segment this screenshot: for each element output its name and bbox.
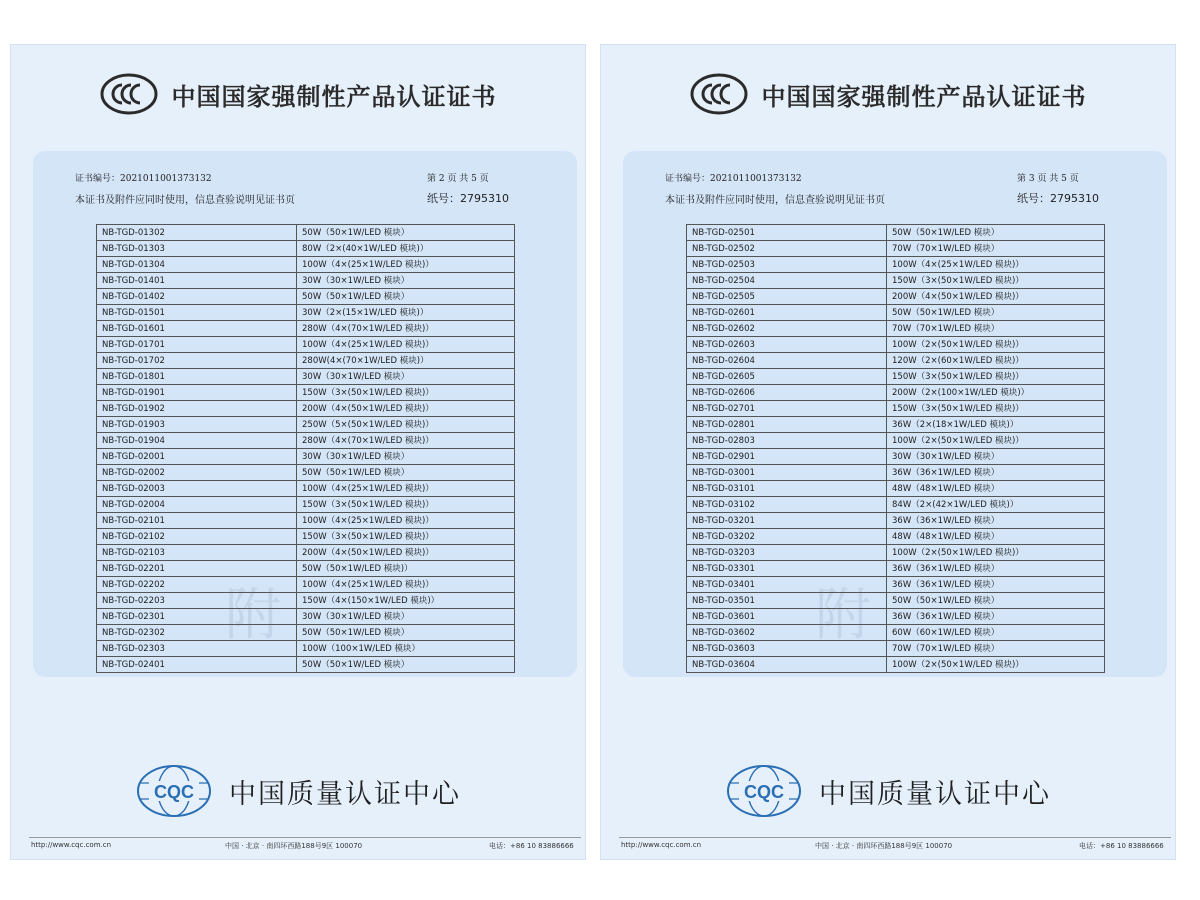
model-cell: NB-TGD-02002 bbox=[97, 465, 297, 481]
model-cell: NB-TGD-03601 bbox=[687, 609, 887, 625]
table-row bbox=[687, 369, 1105, 385]
table-row bbox=[97, 369, 515, 385]
spec-cell: 70W（70×1W/LED 模块） bbox=[887, 241, 1105, 257]
model-cell: NB-TGD-02502 bbox=[687, 241, 887, 257]
model-cell: NB-TGD-02602 bbox=[687, 321, 887, 337]
table-row bbox=[687, 641, 1105, 657]
page-number: 第 2 页 共 5 页 bbox=[427, 174, 489, 184]
table-row bbox=[687, 465, 1105, 481]
spec-cell: 150W（3×(50×1W/LED 模块)） bbox=[297, 385, 515, 401]
spec-cell: 100W（4×(25×1W/LED 模块)） bbox=[297, 513, 515, 529]
spec-cell: 36W（36×1W/LED 模块） bbox=[887, 609, 1105, 625]
table-row bbox=[97, 625, 515, 641]
model-cell: NB-TGD-03203 bbox=[687, 545, 887, 561]
certificate-header bbox=[601, 73, 1175, 115]
table-row bbox=[687, 497, 1105, 513]
table-row bbox=[687, 593, 1105, 609]
spec-cell: 50W（50×1W/LED 模块） bbox=[297, 625, 515, 641]
model-cell: NB-TGD-01702 bbox=[97, 353, 297, 369]
spec-cell: 150W（3×(50×1W/LED 模块)） bbox=[297, 529, 515, 545]
spec-cell: 30W（30×1W/LED 模块） bbox=[297, 449, 515, 465]
spec-cell: 80W（2×(40×1W/LED 模块)） bbox=[297, 241, 515, 257]
table-row bbox=[97, 449, 515, 465]
table-row bbox=[687, 257, 1105, 273]
model-cell: NB-TGD-03102 bbox=[687, 497, 887, 513]
model-cell: NB-TGD-01601 bbox=[97, 321, 297, 337]
spec-cell: 150W（3×(50×1W/LED 模块)） bbox=[887, 273, 1105, 289]
footer-url: http://www.cqc.com.cn bbox=[621, 841, 702, 849]
footer-url: http://www.cqc.com.cn bbox=[31, 841, 112, 849]
spec-cell: 70W（70×1W/LED 模块） bbox=[887, 641, 1105, 657]
spec-cell: 150W（4×(150×1W/LED 模块)） bbox=[297, 593, 515, 609]
spec-cell: 100W（2×(50×1W/LED 模块)） bbox=[887, 337, 1105, 353]
spec-cell: 100W（4×(25×1W/LED 模块)） bbox=[887, 257, 1105, 273]
usage-note: 本证书及附件应同时使用，信息查验说明见证书页 bbox=[75, 195, 295, 206]
spec-cell: 200W（2×(100×1W/LED 模块)） bbox=[887, 385, 1105, 401]
table-row bbox=[687, 625, 1105, 641]
certificate-number: 证书编号：2021011001373132 bbox=[75, 174, 212, 184]
spec-cell: 30W（30×1W/LED 模块） bbox=[297, 273, 515, 289]
model-cell: NB-TGD-03501 bbox=[687, 593, 887, 609]
spec-cell: 36W（36×1W/LED 模块） bbox=[887, 513, 1105, 529]
spec-cell: 150W（3×(50×1W/LED 模块)） bbox=[887, 401, 1105, 417]
table-row bbox=[687, 273, 1105, 289]
table-row bbox=[687, 321, 1105, 337]
table-row bbox=[687, 385, 1105, 401]
table-row bbox=[687, 481, 1105, 497]
model-cell: NB-TGD-02301 bbox=[97, 609, 297, 625]
spec-cell: 48W（48×1W/LED 模块） bbox=[887, 529, 1105, 545]
table-row bbox=[97, 513, 515, 529]
model-cell: NB-TGD-03603 bbox=[687, 641, 887, 657]
model-table bbox=[96, 224, 515, 673]
table-row bbox=[97, 577, 515, 593]
model-cell: NB-TGD-02801 bbox=[687, 417, 887, 433]
table-row bbox=[97, 497, 515, 513]
model-table bbox=[686, 224, 1105, 673]
model-cell: NB-TGD-01401 bbox=[97, 273, 297, 289]
cqc-logo-icon bbox=[725, 763, 803, 819]
table-row bbox=[687, 513, 1105, 529]
spec-cell: 30W（2×(15×1W/LED 模块)） bbox=[297, 305, 515, 321]
spec-cell: 30W（30×1W/LED 模块） bbox=[297, 369, 515, 385]
footer-address: 中国 · 北京 · 南四环西路188号9区 100070 bbox=[225, 842, 363, 850]
spec-cell: 36W（36×1W/LED 模块） bbox=[887, 577, 1105, 593]
table-row bbox=[97, 305, 515, 321]
model-cell: NB-TGD-02901 bbox=[687, 449, 887, 465]
model-cell: NB-TGD-02004 bbox=[97, 497, 297, 513]
model-cell: NB-TGD-01304 bbox=[97, 257, 297, 273]
spec-cell: 200W（4×(50×1W/LED 模块)） bbox=[297, 401, 515, 417]
spec-cell: 280W（4×(70×1W/LED 模块)） bbox=[297, 433, 515, 449]
spec-cell: 280W（4×(70×1W/LED 模块)） bbox=[297, 321, 515, 337]
model-cell: NB-TGD-02504 bbox=[687, 273, 887, 289]
certificate-title: 中国国家强制性产品认证证书 bbox=[171, 82, 497, 111]
organization-name: 中国质量认证中心 bbox=[229, 778, 461, 810]
table-row bbox=[687, 577, 1105, 593]
table-row bbox=[97, 545, 515, 561]
usage-note: 本证书及附件应同时使用，信息查验说明见证书页 bbox=[665, 195, 885, 206]
watermark: 附 bbox=[225, 583, 281, 648]
table-row bbox=[97, 481, 515, 497]
cqc-footer bbox=[601, 763, 1175, 819]
table-row bbox=[687, 241, 1105, 257]
spec-cell: 50W（50×1W/LED 模块)） bbox=[297, 561, 515, 577]
table-row bbox=[687, 529, 1105, 545]
cqc-logo-text: CQC bbox=[154, 782, 194, 802]
footer-phone: 电话：+86 10 83886666 bbox=[1079, 842, 1164, 850]
table-row bbox=[687, 657, 1105, 673]
model-cell: NB-TGD-02605 bbox=[687, 369, 887, 385]
model-cell: NB-TGD-02101 bbox=[97, 513, 297, 529]
spec-cell: 100W（4×(25×1W/LED 模块)） bbox=[297, 337, 515, 353]
model-cell: NB-TGD-02601 bbox=[687, 305, 887, 321]
spec-cell: 200W（4×(50×1W/LED 模块)） bbox=[297, 545, 515, 561]
model-cell: NB-TGD-02603 bbox=[687, 337, 887, 353]
spec-cell: 36W（36×1W/LED 模块） bbox=[887, 561, 1105, 577]
spec-cell: 100W（4×(25×1W/LED 模块)） bbox=[297, 481, 515, 497]
footer-divider bbox=[29, 837, 581, 838]
model-cell: NB-TGD-02001 bbox=[97, 449, 297, 465]
table-row bbox=[97, 241, 515, 257]
table-row bbox=[687, 433, 1105, 449]
cqc-logo-icon bbox=[135, 763, 213, 819]
table-row bbox=[687, 609, 1105, 625]
model-cell: NB-TGD-02501 bbox=[687, 225, 887, 241]
table-row bbox=[97, 225, 515, 241]
spec-cell: 70W（70×1W/LED 模块） bbox=[887, 321, 1105, 337]
model-cell: NB-TGD-02303 bbox=[97, 641, 297, 657]
model-cell: NB-TGD-03301 bbox=[687, 561, 887, 577]
spec-cell: 120W（2×(60×1W/LED 模块)） bbox=[887, 353, 1105, 369]
table-row bbox=[687, 449, 1105, 465]
table-row bbox=[97, 289, 515, 305]
model-cell: NB-TGD-01701 bbox=[97, 337, 297, 353]
ccc-mark-icon bbox=[100, 73, 158, 115]
model-cell: NB-TGD-02003 bbox=[97, 481, 297, 497]
spec-cell: 200W（4×(50×1W/LED 模块)） bbox=[887, 289, 1105, 305]
model-cell: NB-TGD-03202 bbox=[687, 529, 887, 545]
model-cell: NB-TGD-03001 bbox=[687, 465, 887, 481]
spec-cell: 50W（50×1W/LED 模块） bbox=[297, 289, 515, 305]
model-cell: NB-TGD-03401 bbox=[687, 577, 887, 593]
model-cell: NB-TGD-02401 bbox=[97, 657, 297, 673]
model-cell: NB-TGD-01901 bbox=[97, 385, 297, 401]
model-cell: NB-TGD-01903 bbox=[97, 417, 297, 433]
model-cell: NB-TGD-02201 bbox=[97, 561, 297, 577]
spec-cell: 50W（50×1W/LED 模块） bbox=[297, 657, 515, 673]
model-cell: NB-TGD-03604 bbox=[687, 657, 887, 673]
spec-cell: 280W(4×(70×1W/LED 模块)） bbox=[297, 353, 515, 369]
table-row bbox=[97, 609, 515, 625]
spec-cell: 50W（50×1W/LED 模块） bbox=[887, 225, 1105, 241]
certificate-page-2 bbox=[10, 44, 586, 860]
table-row bbox=[687, 337, 1105, 353]
spec-cell: 100W（2×(50×1W/LED 模块)） bbox=[887, 545, 1105, 561]
model-cell: NB-TGD-02503 bbox=[687, 257, 887, 273]
paper-number: 纸号：2795310 bbox=[427, 192, 509, 205]
footer-address: 中国 · 北京 · 南四环西路188号9区 100070 bbox=[815, 842, 953, 850]
spec-cell: 100W（2×(50×1W/LED 模块)） bbox=[887, 433, 1105, 449]
model-cell: NB-TGD-01302 bbox=[97, 225, 297, 241]
table-row bbox=[687, 305, 1105, 321]
spec-cell: 48W（48×1W/LED 模块） bbox=[887, 481, 1105, 497]
model-cell: NB-TGD-02606 bbox=[687, 385, 887, 401]
table-row bbox=[687, 545, 1105, 561]
table-row bbox=[687, 353, 1105, 369]
model-cell: NB-TGD-02604 bbox=[687, 353, 887, 369]
table-row bbox=[687, 225, 1105, 241]
table-row bbox=[97, 257, 515, 273]
model-cell: NB-TGD-02302 bbox=[97, 625, 297, 641]
footer-divider bbox=[619, 837, 1171, 838]
table-row bbox=[97, 593, 515, 609]
spec-cell: 30W（30×1W/LED 模块） bbox=[297, 609, 515, 625]
table-row bbox=[97, 337, 515, 353]
model-cell: NB-TGD-02102 bbox=[97, 529, 297, 545]
cqc-logo-text: CQC bbox=[744, 782, 784, 802]
model-cell: NB-TGD-02803 bbox=[687, 433, 887, 449]
model-cell: NB-TGD-02701 bbox=[687, 401, 887, 417]
spec-cell: 30W（30×1W/LED 模块） bbox=[887, 449, 1105, 465]
table-row bbox=[97, 401, 515, 417]
model-cell: NB-TGD-01501 bbox=[97, 305, 297, 321]
table-row bbox=[97, 529, 515, 545]
table-row bbox=[687, 417, 1105, 433]
certificate-page-3 bbox=[600, 44, 1176, 860]
certificate-header bbox=[11, 73, 585, 115]
model-cell: NB-TGD-02505 bbox=[687, 289, 887, 305]
table-row bbox=[97, 417, 515, 433]
page-number: 第 3 页 共 5 页 bbox=[1017, 174, 1079, 184]
certificate-number: 证书编号：2021011001373132 bbox=[665, 174, 802, 184]
model-cell: NB-TGD-01801 bbox=[97, 369, 297, 385]
spec-cell: 100W（100×1W/LED 模块） bbox=[297, 641, 515, 657]
table-row bbox=[687, 561, 1105, 577]
table-row bbox=[97, 433, 515, 449]
model-cell: NB-TGD-02202 bbox=[97, 577, 297, 593]
paper-number: 纸号：2795310 bbox=[1017, 192, 1099, 205]
table-row bbox=[97, 657, 515, 673]
certificate-title: 中国国家强制性产品认证证书 bbox=[761, 82, 1087, 111]
spec-cell: 250W（5×(50×1W/LED 模块)） bbox=[297, 417, 515, 433]
model-cell: NB-TGD-01402 bbox=[97, 289, 297, 305]
ccc-mark-icon bbox=[690, 73, 748, 115]
organization-name: 中国质量认证中心 bbox=[819, 778, 1051, 810]
spec-cell: 50W（50×1W/LED 模块） bbox=[297, 465, 515, 481]
table-row bbox=[97, 353, 515, 369]
spec-cell: 100W（2×(50×1W/LED 模块)） bbox=[887, 657, 1105, 673]
cqc-footer bbox=[11, 763, 585, 819]
model-cell: NB-TGD-01902 bbox=[97, 401, 297, 417]
spec-cell: 60W（60×1W/LED 模块） bbox=[887, 625, 1105, 641]
model-cell: NB-TGD-03602 bbox=[687, 625, 887, 641]
spec-cell: 36W（2×(18×1W/LED 模块)） bbox=[887, 417, 1105, 433]
table-row bbox=[97, 385, 515, 401]
model-cell: NB-TGD-01303 bbox=[97, 241, 297, 257]
spec-cell: 50W（50×1W/LED 模块） bbox=[297, 225, 515, 241]
spec-cell: 84W（2×(42×1W/LED 模块)） bbox=[887, 497, 1105, 513]
model-cell: NB-TGD-03101 bbox=[687, 481, 887, 497]
footer-phone: 电话：+86 10 83886666 bbox=[489, 842, 574, 850]
model-cell: NB-TGD-02103 bbox=[97, 545, 297, 561]
spec-cell: 36W（36×1W/LED 模块） bbox=[887, 465, 1105, 481]
watermark: 附 bbox=[815, 583, 871, 648]
model-cell: NB-TGD-01904 bbox=[97, 433, 297, 449]
table-row bbox=[687, 401, 1105, 417]
spec-cell: 150W（3×(50×1W/LED 模块)） bbox=[297, 497, 515, 513]
spec-cell: 150W（3×(50×1W/LED 模块)） bbox=[887, 369, 1105, 385]
table-row bbox=[687, 289, 1105, 305]
table-row bbox=[97, 465, 515, 481]
spec-cell: 50W（50×1W/LED 模块） bbox=[887, 305, 1105, 321]
model-cell: NB-TGD-02203 bbox=[97, 593, 297, 609]
spec-cell: 100W（4×(25×1W/LED 模块)） bbox=[297, 577, 515, 593]
model-cell: NB-TGD-03201 bbox=[687, 513, 887, 529]
table-row bbox=[97, 273, 515, 289]
spec-cell: 100W（4×(25×1W/LED 模块)） bbox=[297, 257, 515, 273]
table-row bbox=[97, 641, 515, 657]
table-row bbox=[97, 561, 515, 577]
table-row bbox=[97, 321, 515, 337]
spec-cell: 50W（50×1W/LED 模块） bbox=[887, 593, 1105, 609]
